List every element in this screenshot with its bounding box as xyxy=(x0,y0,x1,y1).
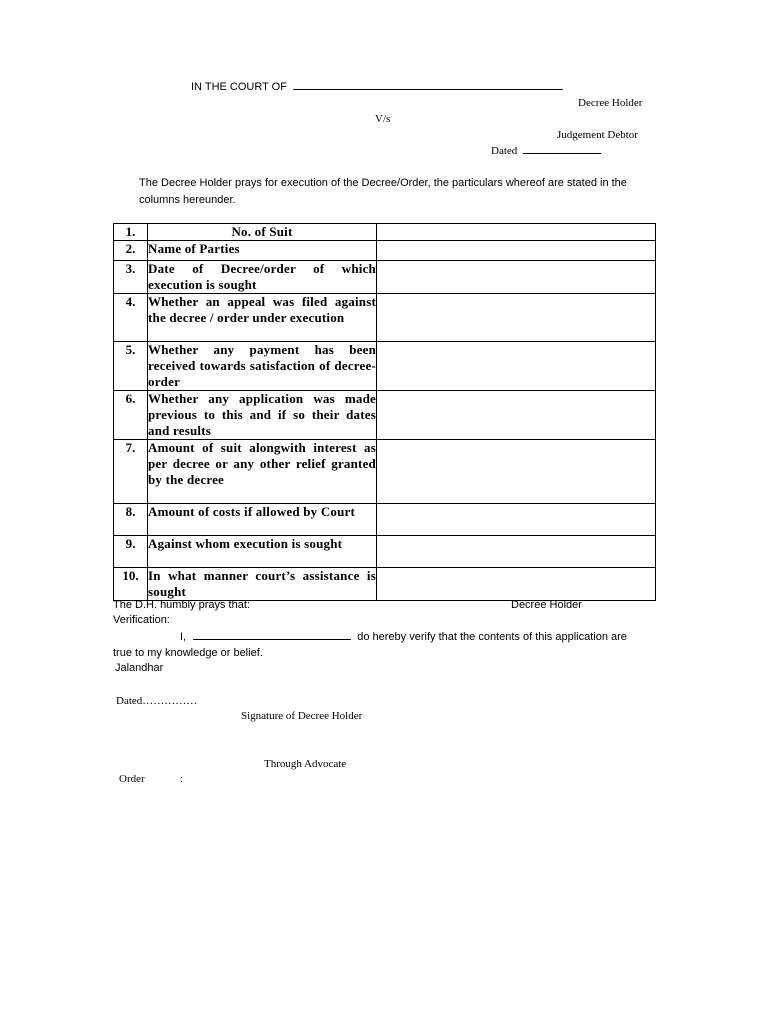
through-advocate-label: Through Advocate xyxy=(264,758,347,770)
row-number: 7. xyxy=(114,440,148,504)
row-number: 3. xyxy=(114,261,148,294)
particulars-table xyxy=(113,223,656,601)
row-value-cell xyxy=(377,440,656,504)
verification-line xyxy=(180,631,627,643)
decree-holder-label: Decree Holder xyxy=(578,97,643,109)
row-number: 10. xyxy=(114,568,148,601)
row-value-cell xyxy=(377,391,656,440)
table-row xyxy=(114,241,656,261)
row-label: Whether any application was made previous to this and if so their dates and results xyxy=(148,391,376,438)
verifier-name-blank xyxy=(193,639,351,640)
footer-decree-holder: Decree Holder xyxy=(511,599,582,611)
verify-rest: do hereby verify that the contents of this application are xyxy=(357,631,627,643)
table-row xyxy=(114,536,656,568)
row-value-cell xyxy=(377,504,656,536)
row-label: Amount of suit alongwith interest as per decree or any other relief granted by the decree xyxy=(148,440,377,504)
place-label: Jalandhar xyxy=(115,662,164,674)
prays-text: The D.H. humbly prays that: xyxy=(113,599,250,611)
row-label: Against whom execution is sought xyxy=(148,536,377,568)
row-number: 2. xyxy=(114,241,148,261)
intro-paragraph: The Decree Holder prays for execution of the Decree/Order, the particulars whereof are stated in the columns hereunder. xyxy=(139,177,627,206)
table-row xyxy=(114,440,656,504)
versus-label: V/s xyxy=(375,113,391,125)
row-number: 8. xyxy=(114,504,148,536)
table-row xyxy=(114,294,656,342)
row-value-cell xyxy=(377,536,656,568)
judgement-debtor-label: Judgement Debtor xyxy=(557,129,638,141)
row-number: 6. xyxy=(114,391,148,440)
row-value-cell xyxy=(377,224,656,241)
table-row xyxy=(114,391,656,440)
table-row xyxy=(114,224,656,241)
row-label: Date of Decree/order of which execution is sought xyxy=(148,261,376,292)
row-value-cell xyxy=(377,261,656,294)
row-number: 9. xyxy=(114,536,148,568)
footer-dated: Dated…………… xyxy=(116,695,198,707)
court-name-blank xyxy=(293,89,563,90)
row-label: In what manner court’s assistance is sought xyxy=(148,568,376,599)
row-label: Whether an appeal was filed against the decree / order under execution xyxy=(148,294,377,342)
row-number: 4. xyxy=(114,294,148,342)
court-heading xyxy=(191,81,563,93)
verification-label: Verification: xyxy=(113,614,170,626)
table-row xyxy=(114,504,656,536)
court-label: IN THE COURT OF xyxy=(191,81,287,93)
row-label: Name of Parties xyxy=(148,241,377,261)
dated-blank xyxy=(523,153,601,154)
row-number: 1. xyxy=(114,224,148,241)
row-value-cell xyxy=(377,294,656,342)
row-label: No. of Suit xyxy=(148,224,377,241)
row-label: Whether any payment has been received towards satisfaction of decree-order xyxy=(148,342,376,389)
dated-label: Dated xyxy=(491,145,518,157)
row-value-cell xyxy=(377,342,656,391)
row-value-cell xyxy=(377,568,656,601)
row-value-cell xyxy=(377,241,656,261)
verification-line-2: true to my knowledge or belief. xyxy=(113,647,263,659)
verify-i: I, xyxy=(180,631,187,643)
order-colon: : xyxy=(180,773,184,785)
row-number: 5. xyxy=(114,342,148,391)
row-label: Amount of costs if allowed by Court xyxy=(148,504,377,536)
table-row xyxy=(114,342,656,391)
signature-label: Signature of Decree Holder xyxy=(241,710,363,722)
table-row xyxy=(114,261,656,294)
order-label: Order xyxy=(119,773,145,785)
dated-line xyxy=(491,145,601,157)
table-row xyxy=(114,568,656,601)
